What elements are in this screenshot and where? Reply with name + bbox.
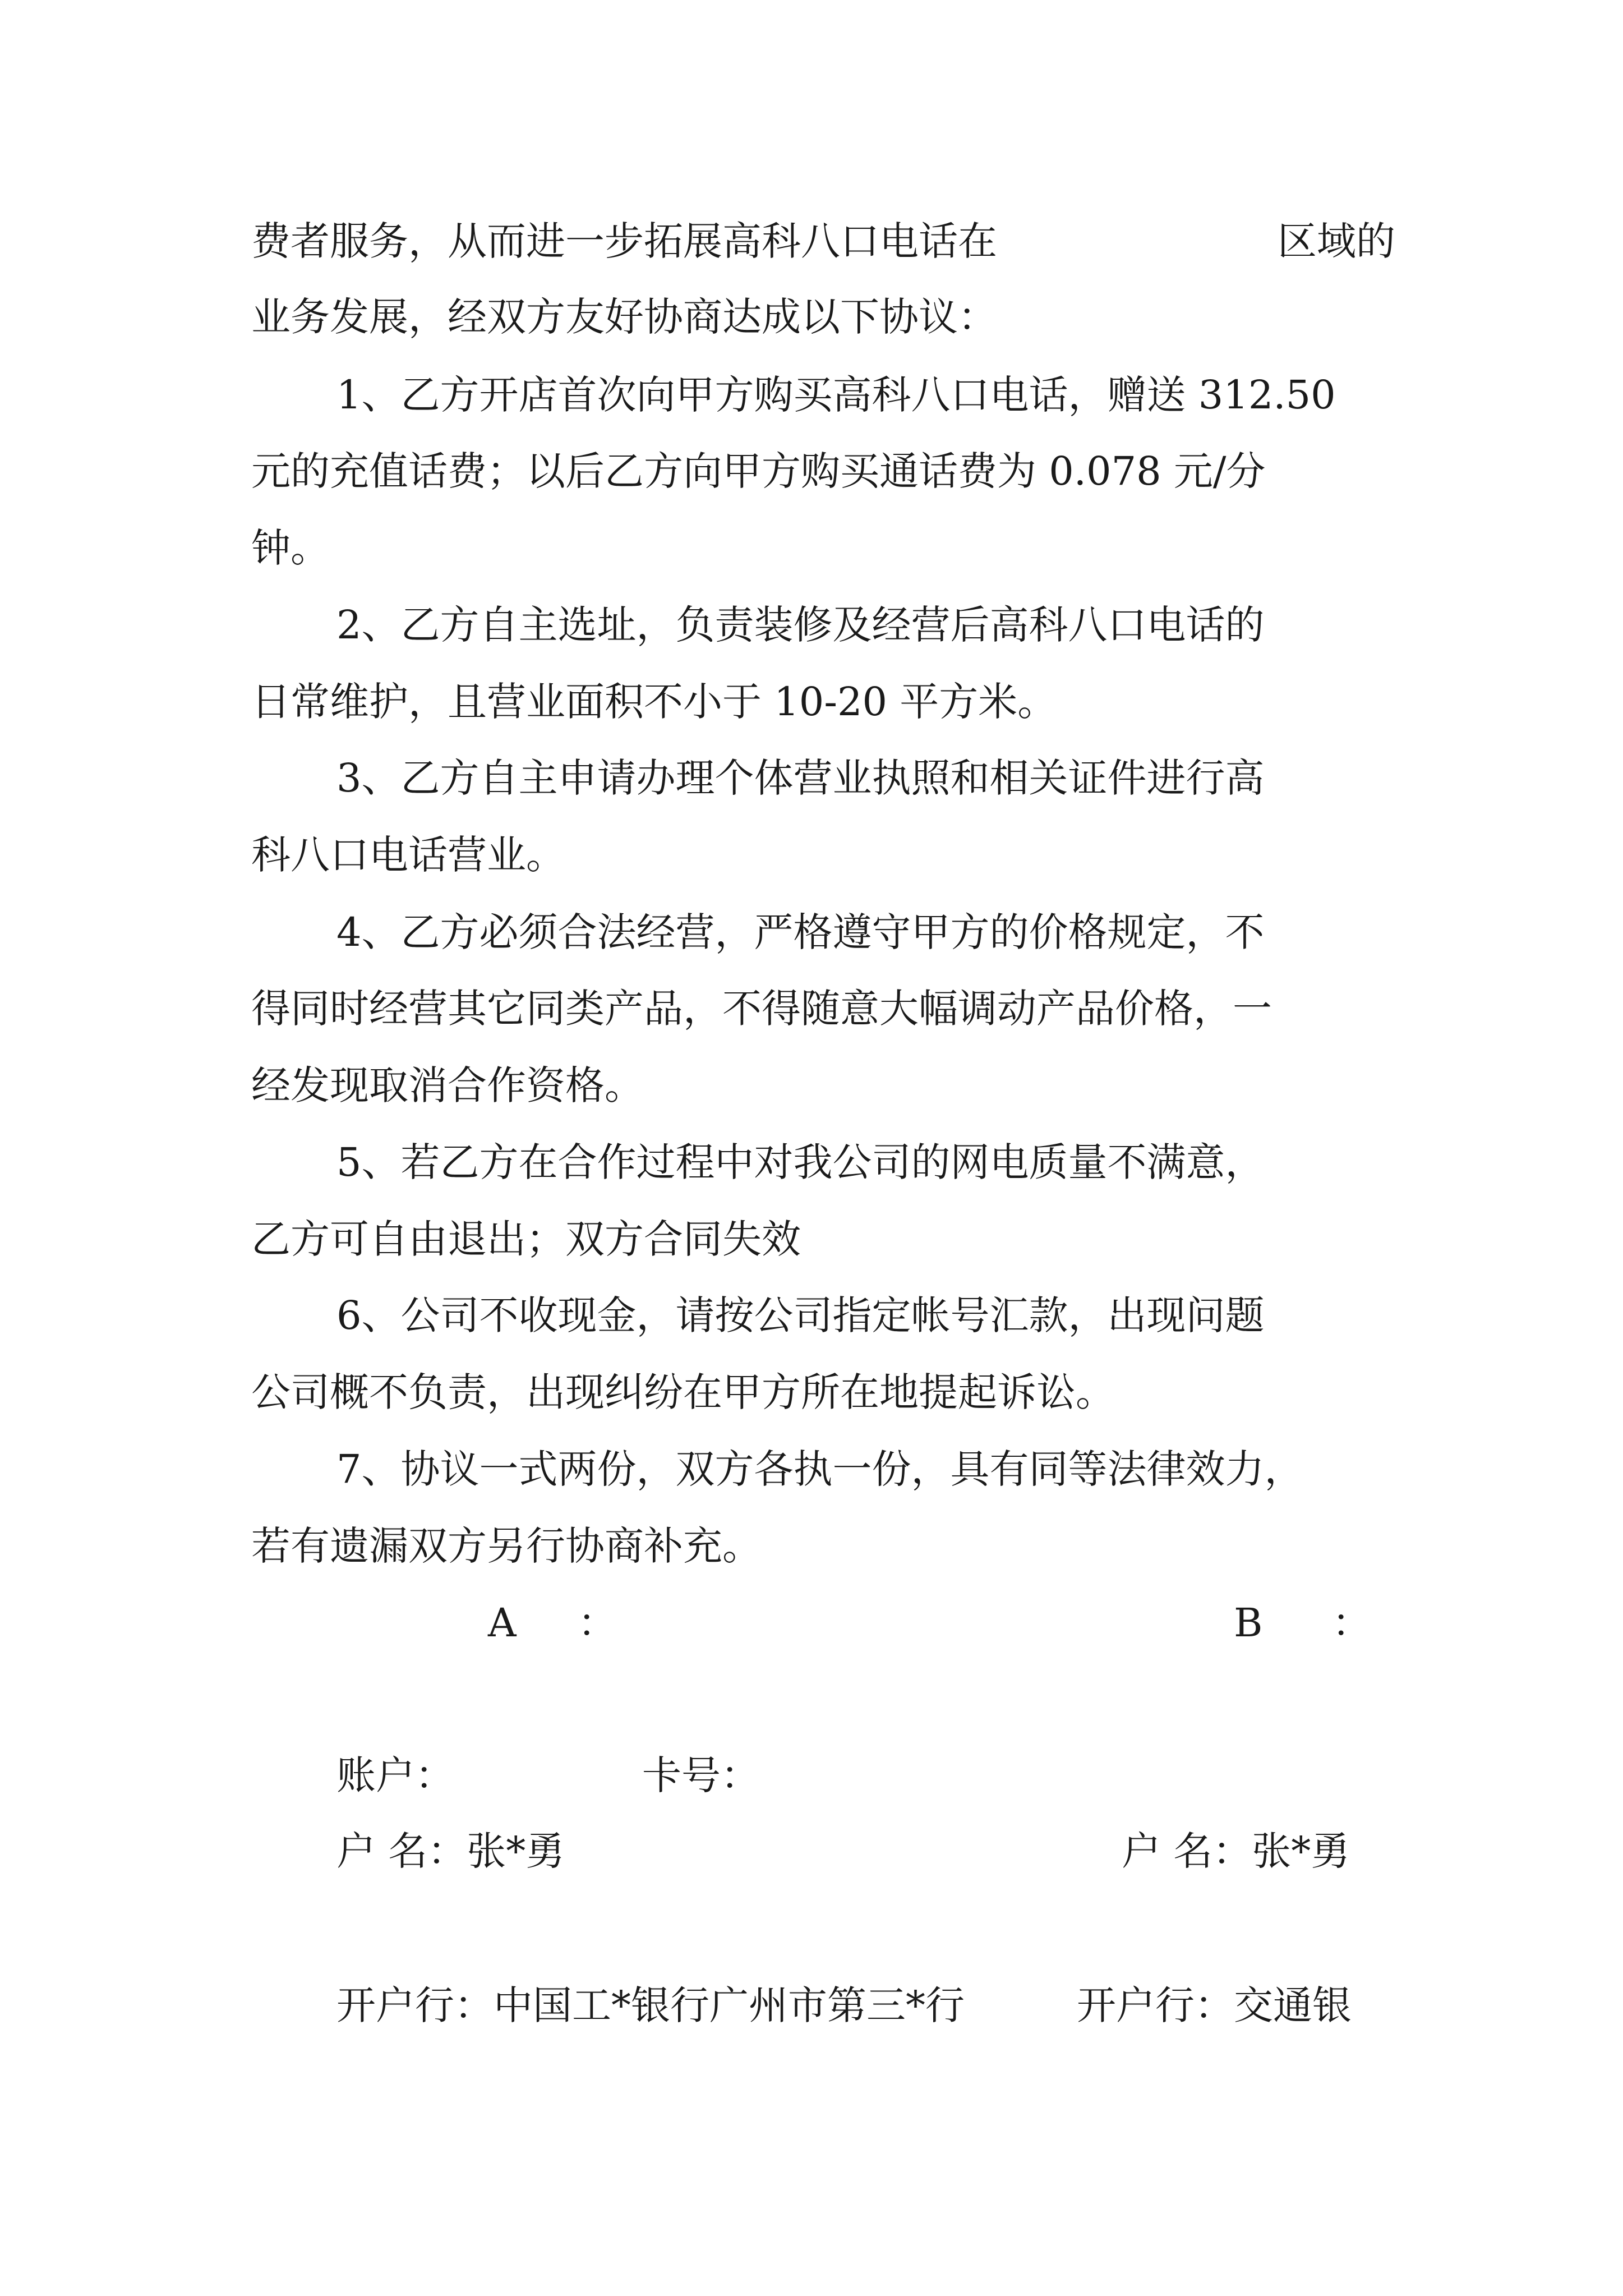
party-a-letter: A: [488, 1600, 517, 1646]
clause-4-line-2: 得同时经营其它同类产品，不得随意大幅调动产品价格，一: [251, 986, 1272, 1032]
account-label: 账户：: [336, 1752, 454, 1798]
clause-4-line-3: 经发现取消合作资格。: [251, 1062, 644, 1108]
clause-5-line-2: 乙方可自由退出；双方合同失效: [251, 1216, 801, 1262]
holder-left: 户 名：张*勇: [336, 1828, 565, 1874]
clause-2-line-1: 2、乙方自主选址，负责装修及经营后高科八口电话的: [336, 602, 1265, 648]
bank-right: 开户行：交通银: [1077, 1982, 1352, 2028]
clause-1-line-3: 钟。: [251, 525, 330, 571]
party-b-letter: B: [1234, 1600, 1263, 1646]
bank-left: 开户行：中国工*银行广州市第三*行: [336, 1982, 965, 2028]
clause-4-line-1: 4、乙方必须合法经营，严格遵守甲方的价格规定，不: [336, 909, 1265, 955]
clause-5-line-1: 5、若乙方在合作过程中对我公司的网电质量不满意，: [336, 1139, 1265, 1185]
party-a-colon: ：: [578, 1600, 617, 1646]
intro-line-2: 业务发展，经双方友好协商达成以下协议：: [251, 294, 997, 340]
clause-6-line-1: 6、公司不收现金，请按公司指定帐号汇款，出现问题: [336, 1292, 1265, 1338]
clause-1-line-2: 元的充值话费；以后乙方向甲方购买通话费为 0.078 元/分: [251, 448, 1266, 494]
clause-3-line-2: 科八口电话营业。: [251, 832, 565, 878]
intro-line-1-right: 区域的: [1278, 218, 1395, 264]
clause-6-line-2: 公司概不负责，出现纠纷在甲方所在地提起诉讼。: [251, 1369, 1115, 1415]
card-label: 卡号：: [642, 1752, 760, 1798]
party-b-colon: ：: [1332, 1600, 1371, 1646]
clause-2-line-2: 日常维护，且营业面积不小于 10-20 平方米。: [251, 679, 1057, 725]
clause-7-line-1: 7、协议一式两份，双方各执一份，具有同等法律效力，: [336, 1446, 1304, 1492]
intro-line-1: [251, 216, 1395, 266]
holder-right: 户 名：张*勇: [1122, 1828, 1350, 1874]
clause-7-line-2: 若有遗漏双方另行协商补充。: [251, 1523, 762, 1569]
clause-3-line-1: 3、乙方自主申请办理个体营业执照和相关证件进行高: [336, 755, 1265, 801]
intro-line-1-left: 费者服务，从而进一步拓展高科八口电话在: [251, 218, 997, 264]
clause-1-line-1: 1、乙方开店首次向甲方购买高科八口电话，赠送 312.50: [336, 372, 1336, 418]
